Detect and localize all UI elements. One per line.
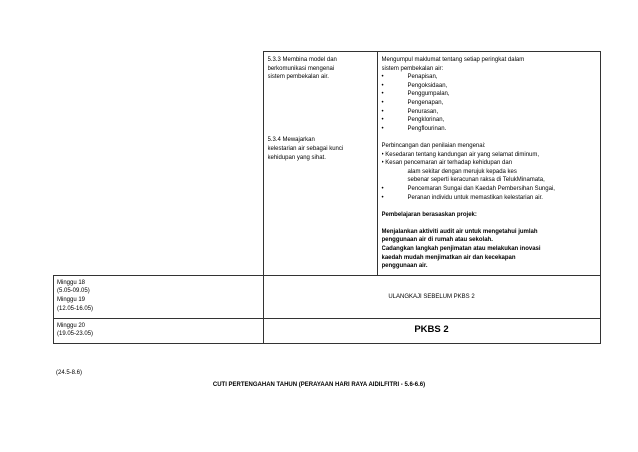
project-line: penggunaan air di rumah atau sekolah.	[381, 237, 493, 244]
std-534-line: kelestarian air sebagai kunci	[267, 145, 344, 152]
learning-standard-cell	[263, 52, 377, 276]
list-item: • Pengoksidaan,	[381, 82, 448, 89]
std-533-line: 5.3.3 Membina model dan	[267, 57, 337, 63]
std-533-line: berkomunikasi mengenai	[267, 65, 335, 72]
activities-cell	[377, 52, 600, 276]
list-item: • Penapisan,	[381, 74, 438, 81]
project-line: Cadangkan langkah penjimatan atau melakukan inovasi	[381, 246, 541, 253]
discussion-item-cont: sebenar seperti keracunan raksa di TelukMinamata,	[407, 177, 545, 184]
table-row	[54, 52, 601, 276]
week-label: Minggu 19	[57, 297, 86, 304]
week-label: Minggu 18	[57, 279, 86, 286]
list-item: • Pengflourinan.	[381, 125, 447, 132]
revision-text: ULANGKAJI SEBELUM PKBS 2	[388, 293, 475, 300]
std-534-line: kehidupan yang sihat.	[267, 154, 326, 161]
empty-cell	[54, 52, 264, 276]
discussion-intro: Perbincangan dan penilaian mengenai:	[381, 142, 486, 149]
holiday-label: CUTI PERTENGAHAN TAHUN (PERAYAAN HARI RAYA AIDILFITRI - 5.6-6.6)	[212, 382, 426, 388]
discussion-item-cont: alam sekitar dengan merujuk kepada kes	[407, 168, 517, 175]
discussion-item: • Kesan pencemaran air terhadap kehidupan dan	[381, 160, 513, 167]
rpt-table	[53, 51, 601, 344]
project-title: Pembelajaran berasaskan projek:	[381, 211, 477, 218]
activity-intro: Mengumpul maklumat tentang setiap peringkat dalam	[381, 57, 525, 63]
table-row	[54, 318, 601, 343]
list-item: • Peranan individu untuk memastikan kelestarian air.	[381, 194, 543, 201]
exam-text: PKBS 2	[414, 324, 449, 336]
list-item: • Penurasan,	[381, 108, 439, 115]
week-cell	[54, 275, 264, 318]
std-534-line: 5.3.4 Mewajarkan	[267, 137, 315, 144]
week-dates: (5.05-09.05)	[57, 288, 90, 295]
week-dates: (12.05-16.05)	[57, 305, 94, 312]
week-dates: (19.05-23.05)	[57, 331, 94, 338]
list-item: • Pengenapan,	[381, 99, 444, 106]
project-line: kaedah mudah menjimatkan air dan kecekapan	[381, 254, 516, 261]
list-item: • Pengklorinan,	[381, 117, 445, 124]
project-line: penggunaan air.	[381, 263, 428, 270]
list-item: • Pencemaran Sungai dan Kaedah Pembersihan Sungai,	[381, 185, 555, 192]
holiday-dates: (24.5-8.6)	[56, 370, 83, 376]
exam-cell	[263, 318, 600, 343]
list-item: • Penggumpalan,	[381, 91, 450, 98]
table-row	[54, 275, 601, 318]
activity-intro: sistem pembekalan air:	[381, 65, 444, 72]
week-label: Minggu 20	[57, 322, 86, 329]
discussion-item: • Kesedaran tentang kandungan air yang selamat diminum,	[381, 151, 540, 158]
week-cell	[54, 318, 264, 343]
project-line: Menjalankan aktiviti audit air untuk mengetahui jumlah	[381, 228, 538, 235]
std-533-line: sistem pembekalan air.	[267, 74, 329, 81]
revision-cell	[263, 275, 600, 318]
